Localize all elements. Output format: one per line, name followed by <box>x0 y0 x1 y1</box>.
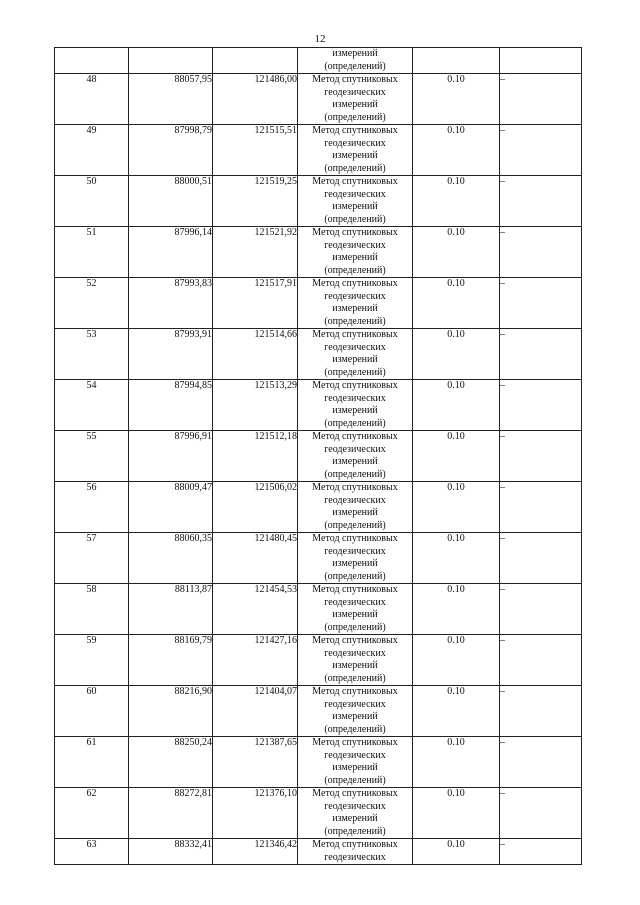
table-row <box>55 380 582 431</box>
method-line: измерений <box>332 660 378 671</box>
x-coordinate-cell: 87998,79 <box>129 125 213 176</box>
y-coordinate-cell: 121513,29 <box>213 380 298 431</box>
x-coordinate-cell: 88000,51 <box>129 176 213 227</box>
method-cell <box>298 482 413 533</box>
description-cell: – <box>500 686 582 737</box>
method-line: (определений) <box>324 417 386 429</box>
x-coordinate-cell: 88113,87 <box>129 584 213 635</box>
method-line: Метод спутниковых <box>312 125 398 136</box>
method-line: измерений <box>332 201 378 212</box>
table-row <box>55 482 582 533</box>
table-row <box>55 584 582 635</box>
method-line: Метод спутниковых <box>312 329 398 340</box>
method-line: Метод спутниковых <box>312 227 398 238</box>
table-row <box>55 686 582 737</box>
table-row <box>55 74 582 125</box>
x-coordinate-cell: 87996,14 <box>129 227 213 278</box>
description-cell <box>500 48 582 74</box>
y-coordinate-cell: 121515,51 <box>213 125 298 176</box>
method-line: (определений) <box>324 111 386 123</box>
method-cell <box>298 686 413 737</box>
method-cell <box>298 839 413 865</box>
method-line: Метод спутниковых <box>312 839 398 850</box>
method-line: (определений) <box>324 366 386 378</box>
method-line: Метод спутниковых <box>312 482 398 493</box>
y-coordinate-cell <box>213 48 298 74</box>
point-number-cell <box>55 48 129 74</box>
method-line: (определений) <box>324 723 386 735</box>
description-cell: – <box>500 839 582 865</box>
method-cell <box>298 74 413 125</box>
method-line: геодезических <box>324 188 386 200</box>
description-cell: – <box>500 227 582 278</box>
point-number-cell: 52 <box>55 278 129 329</box>
x-coordinate-cell: 87996,91 <box>129 431 213 482</box>
y-coordinate-cell: 121376,10 <box>213 788 298 839</box>
description-cell: – <box>500 635 582 686</box>
point-number-cell: 63 <box>55 839 129 865</box>
method-cell <box>298 635 413 686</box>
method-line: геодезических <box>324 494 386 506</box>
point-number-cell: 59 <box>55 635 129 686</box>
method-line: геодезических <box>324 749 386 761</box>
x-coordinate-cell: 88060,35 <box>129 533 213 584</box>
y-coordinate-cell: 121517,91 <box>213 278 298 329</box>
method-line: Метод спутниковых <box>312 737 398 748</box>
table-row <box>55 329 582 380</box>
accuracy-cell: 0.10 <box>413 380 500 431</box>
coordinates-table <box>54 47 582 865</box>
point-number-cell: 50 <box>55 176 129 227</box>
point-number-cell: 57 <box>55 533 129 584</box>
accuracy-cell: 0.10 <box>413 686 500 737</box>
method-line: Метод спутниковых <box>312 74 398 85</box>
table-row <box>55 278 582 329</box>
method-line: геодезических <box>324 851 386 863</box>
method-cell <box>298 533 413 584</box>
y-coordinate-cell: 121454,53 <box>213 584 298 635</box>
method-cell <box>298 431 413 482</box>
method-line: (определений) <box>324 162 386 174</box>
accuracy-cell: 0.10 <box>413 839 500 865</box>
y-coordinate-cell: 121427,16 <box>213 635 298 686</box>
method-line: Метод спутниковых <box>312 584 398 595</box>
y-coordinate-cell: 121519,25 <box>213 176 298 227</box>
x-coordinate-cell: 88009,47 <box>129 482 213 533</box>
description-cell: – <box>500 584 582 635</box>
method-line: Метод спутниковых <box>312 635 398 646</box>
table-row <box>55 737 582 788</box>
method-line: геодезических <box>324 86 386 98</box>
method-cell <box>298 584 413 635</box>
method-line: (определений) <box>324 315 386 327</box>
accuracy-cell: 0.10 <box>413 737 500 788</box>
method-line: геодезических <box>324 647 386 659</box>
method-cell <box>298 329 413 380</box>
method-cell <box>298 125 413 176</box>
description-cell: – <box>500 533 582 584</box>
continuation-row <box>55 48 582 74</box>
description-cell: – <box>500 482 582 533</box>
method-cell <box>298 380 413 431</box>
method-line: измерений <box>332 405 378 416</box>
table-row <box>55 533 582 584</box>
accuracy-cell: 0.10 <box>413 176 500 227</box>
y-coordinate-cell: 121480,45 <box>213 533 298 584</box>
method-line: измерений <box>332 303 378 314</box>
y-coordinate-cell: 121506,02 <box>213 482 298 533</box>
point-number-cell: 51 <box>55 227 129 278</box>
method-cell <box>298 227 413 278</box>
point-number-cell: 53 <box>55 329 129 380</box>
method-line: Метод спутниковых <box>312 176 398 187</box>
method-line: геодезических <box>324 392 386 404</box>
method-line: (определений) <box>324 825 386 837</box>
method-line: геодезических <box>324 545 386 557</box>
description-cell: – <box>500 380 582 431</box>
method-line: (определений) <box>324 621 386 633</box>
method-line: (определений) <box>324 570 386 582</box>
point-number-cell: 56 <box>55 482 129 533</box>
method-line: Метод спутниковых <box>312 380 398 391</box>
x-coordinate-cell: 87994,85 <box>129 380 213 431</box>
method-line: Метод спутниковых <box>312 686 398 697</box>
x-coordinate-cell: 88250,24 <box>129 737 213 788</box>
x-coordinate-cell: 88169,79 <box>129 635 213 686</box>
y-coordinate-cell: 121404,07 <box>213 686 298 737</box>
description-cell: – <box>500 329 582 380</box>
x-coordinate-cell: 88057,95 <box>129 74 213 125</box>
method-line: измерений <box>332 48 378 59</box>
y-coordinate-cell: 121387,65 <box>213 737 298 788</box>
method-line: измерений <box>332 252 378 263</box>
method-line: Метод спутниковых <box>312 788 398 799</box>
method-line: геодезических <box>324 596 386 608</box>
accuracy-cell: 0.10 <box>413 74 500 125</box>
accuracy-cell: 0.10 <box>413 533 500 584</box>
table-row <box>55 227 582 278</box>
method-line: измерений <box>332 99 378 110</box>
x-coordinate-cell: 88216,90 <box>129 686 213 737</box>
description-cell: – <box>500 125 582 176</box>
x-coordinate-cell <box>129 48 213 74</box>
method-line: (определений) <box>324 519 386 531</box>
method-cell <box>298 278 413 329</box>
point-number-cell: 58 <box>55 584 129 635</box>
point-number-cell: 55 <box>55 431 129 482</box>
method-line: измерений <box>332 150 378 161</box>
accuracy-cell: 0.10 <box>413 329 500 380</box>
method-cell <box>298 176 413 227</box>
table-row <box>55 125 582 176</box>
method-line: Метод спутниковых <box>312 431 398 442</box>
method-line: Метод спутниковых <box>312 533 398 544</box>
method-line: геодезических <box>324 239 386 251</box>
accuracy-cell: 0.10 <box>413 635 500 686</box>
description-cell: – <box>500 176 582 227</box>
accuracy-cell: 0.10 <box>413 788 500 839</box>
method-line: измерений <box>332 354 378 365</box>
method-line: (определений) <box>324 213 386 225</box>
table-row <box>55 839 582 865</box>
method-cell <box>298 788 413 839</box>
description-cell: – <box>500 278 582 329</box>
method-line: геодезических <box>324 137 386 149</box>
point-number-cell: 48 <box>55 74 129 125</box>
page-number: 12 <box>314 33 326 45</box>
accuracy-cell: 0.10 <box>413 482 500 533</box>
description-cell: – <box>500 74 582 125</box>
y-coordinate-cell: 121486,00 <box>213 74 298 125</box>
method-line: геодезических <box>324 800 386 812</box>
description-cell: – <box>500 737 582 788</box>
method-cell <box>298 737 413 788</box>
method-line: (определений) <box>324 264 386 276</box>
method-line: измерений <box>332 609 378 620</box>
method-line: измерений <box>332 456 378 467</box>
x-coordinate-cell: 87993,91 <box>129 329 213 380</box>
method-line: геодезических <box>324 290 386 302</box>
point-number-cell: 62 <box>55 788 129 839</box>
accuracy-cell: 0.10 <box>413 125 500 176</box>
x-coordinate-cell: 88272,81 <box>129 788 213 839</box>
table-row <box>55 635 582 686</box>
point-number-cell: 49 <box>55 125 129 176</box>
point-number-cell: 54 <box>55 380 129 431</box>
method-line: измерений <box>332 813 378 824</box>
y-coordinate-cell: 121514,66 <box>213 329 298 380</box>
accuracy-cell: 0.10 <box>413 227 500 278</box>
point-number-cell: 61 <box>55 737 129 788</box>
accuracy-cell <box>413 48 500 74</box>
method-line: (определений) <box>324 672 386 684</box>
method-line: (определений) <box>324 468 386 480</box>
method-line: (определений) <box>324 60 386 72</box>
accuracy-cell: 0.10 <box>413 584 500 635</box>
y-coordinate-cell: 121512,18 <box>213 431 298 482</box>
method-line: измерений <box>332 711 378 722</box>
description-cell: – <box>500 431 582 482</box>
y-coordinate-cell: 121346,42 <box>213 839 298 865</box>
method-cell <box>298 48 413 74</box>
y-coordinate-cell: 121521,92 <box>213 227 298 278</box>
x-coordinate-cell: 88332,41 <box>129 839 213 865</box>
method-line: измерений <box>332 558 378 569</box>
method-line: измерений <box>332 507 378 518</box>
method-line: геодезических <box>324 698 386 710</box>
table-row <box>55 431 582 482</box>
method-line: Метод спутниковых <box>312 278 398 289</box>
method-line: (определений) <box>324 774 386 786</box>
method-line: геодезических <box>324 443 386 455</box>
point-number-cell: 60 <box>55 686 129 737</box>
accuracy-cell: 0.10 <box>413 431 500 482</box>
description-cell: – <box>500 788 582 839</box>
method-line: геодезических <box>324 341 386 353</box>
table-row <box>55 176 582 227</box>
method-line: измерений <box>332 762 378 773</box>
accuracy-cell: 0.10 <box>413 278 500 329</box>
table-row <box>55 788 582 839</box>
x-coordinate-cell: 87993,83 <box>129 278 213 329</box>
